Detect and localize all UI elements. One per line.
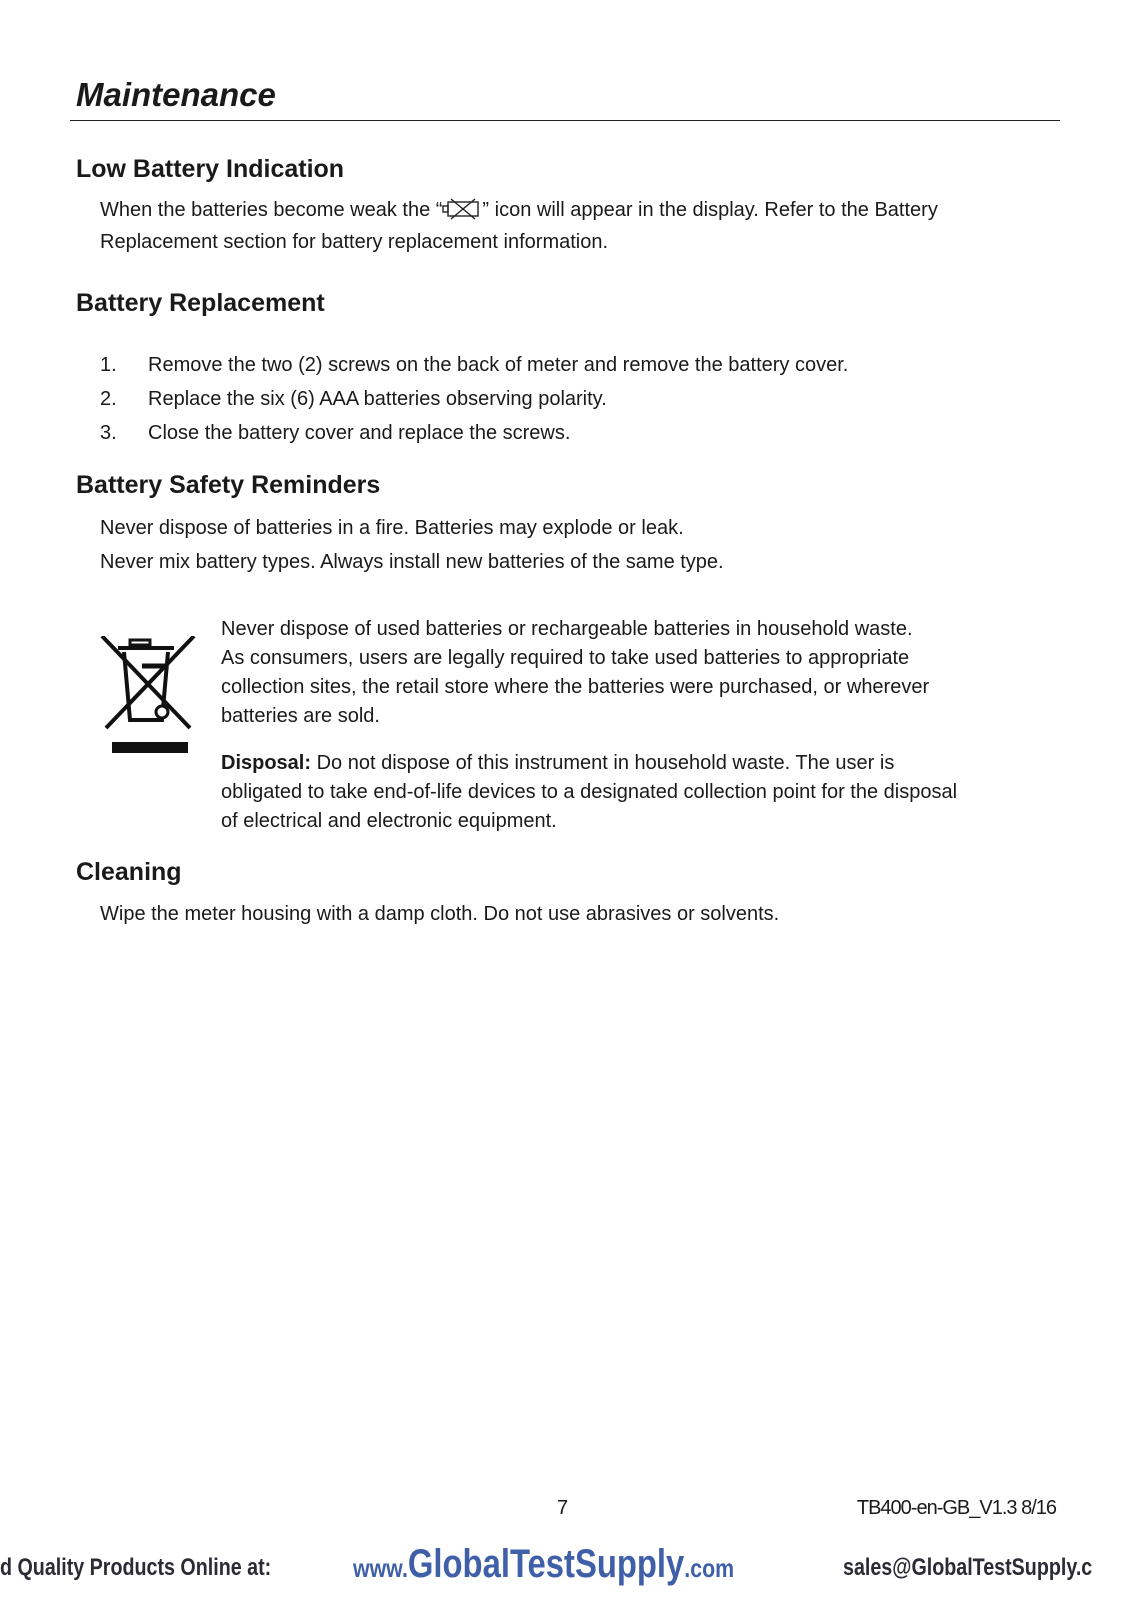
title-divider <box>70 120 1060 121</box>
list-item-text: Replace the six (6) AAA batteries observing polarity. <box>148 388 607 410</box>
list-item-number: 3. <box>100 422 117 444</box>
cleaning-paragraph: Wipe the meter housing with a damp cloth. Do not use abrasives or solvents. <box>100 903 780 925</box>
list-item-number: 1. <box>100 354 117 376</box>
disposal-text-1: Do not dispose of this instrument in household waste. The user is <box>311 752 895 774</box>
list-item <box>100 418 1060 448</box>
list-item <box>100 350 1060 380</box>
low-battery-paragraph <box>100 194 1060 258</box>
low-battery-text-line2: Replacement section for battery replacement information. <box>100 231 609 253</box>
list-item-text: Close the battery cover and replace the screws. <box>148 422 571 444</box>
safety-line-2: Never mix battery types. Always install new batteries of the same type. <box>100 551 724 573</box>
banner-website-link[interactable] <box>353 1542 734 1587</box>
safety-line-1: Never dispose of batteries in a fire. Batteries may explode or leak. <box>100 517 684 539</box>
page-title: Maintenance <box>76 76 276 113</box>
vendor-banner <box>0 1542 1130 1590</box>
disposal-paragraph <box>221 749 1051 836</box>
disposal-text-2: obligated to take end-of-life devices to a designated collection point for the disposal <box>221 781 958 803</box>
weee-line-1: Never dispose of used batteries or rechargeable batteries in household waste. <box>221 618 913 640</box>
low-battery-heading: Low Battery Indication <box>76 155 345 183</box>
low-battery-text-before: When the batteries become weak the “ <box>100 199 443 221</box>
document-id: TB400-en-GB_V1.3 8/16 <box>856 1497 1056 1519</box>
banner-tagline: d Quality Products Online at: <box>0 1554 272 1581</box>
weee-paragraph <box>221 615 1051 731</box>
banner-url-main: GlobalTestSupply <box>407 1542 685 1586</box>
battery-replacement-heading: Battery Replacement <box>76 289 325 317</box>
list-item-text: Remove the two (2) screws on the back of meter and remove the battery cover. <box>148 354 849 376</box>
disposal-text-3: of electrical and electronic equipment. <box>221 810 557 832</box>
banner-url-prefix: www. <box>353 1553 408 1583</box>
weee-line-3: collection sites, the retail store where the batteries were purchased, or wherever <box>221 676 930 698</box>
banner-url-suffix: .com <box>684 1553 735 1583</box>
page-number: 7 <box>557 1497 569 1519</box>
disposal-label: Disposal: <box>221 752 312 774</box>
cleaning-heading: Cleaning <box>76 858 182 886</box>
banner-email-link[interactable]: sales@GlobalTestSupply.c <box>843 1554 1093 1581</box>
weee-line-2: As consumers, users are legally required to take used batteries to appropriate <box>221 647 910 669</box>
battery-safety-heading: Battery Safety Reminders <box>76 471 381 499</box>
battery-low-icon <box>442 198 482 220</box>
low-battery-text-after: ” icon will appear in the display. Refer to the Battery <box>482 199 938 221</box>
safety-paragraph <box>100 511 1060 579</box>
weee-line-4: batteries are sold. <box>221 705 380 727</box>
list-item-number: 2. <box>100 388 117 410</box>
list-item <box>100 384 1060 414</box>
crossed-out-bin-icon <box>100 636 196 756</box>
